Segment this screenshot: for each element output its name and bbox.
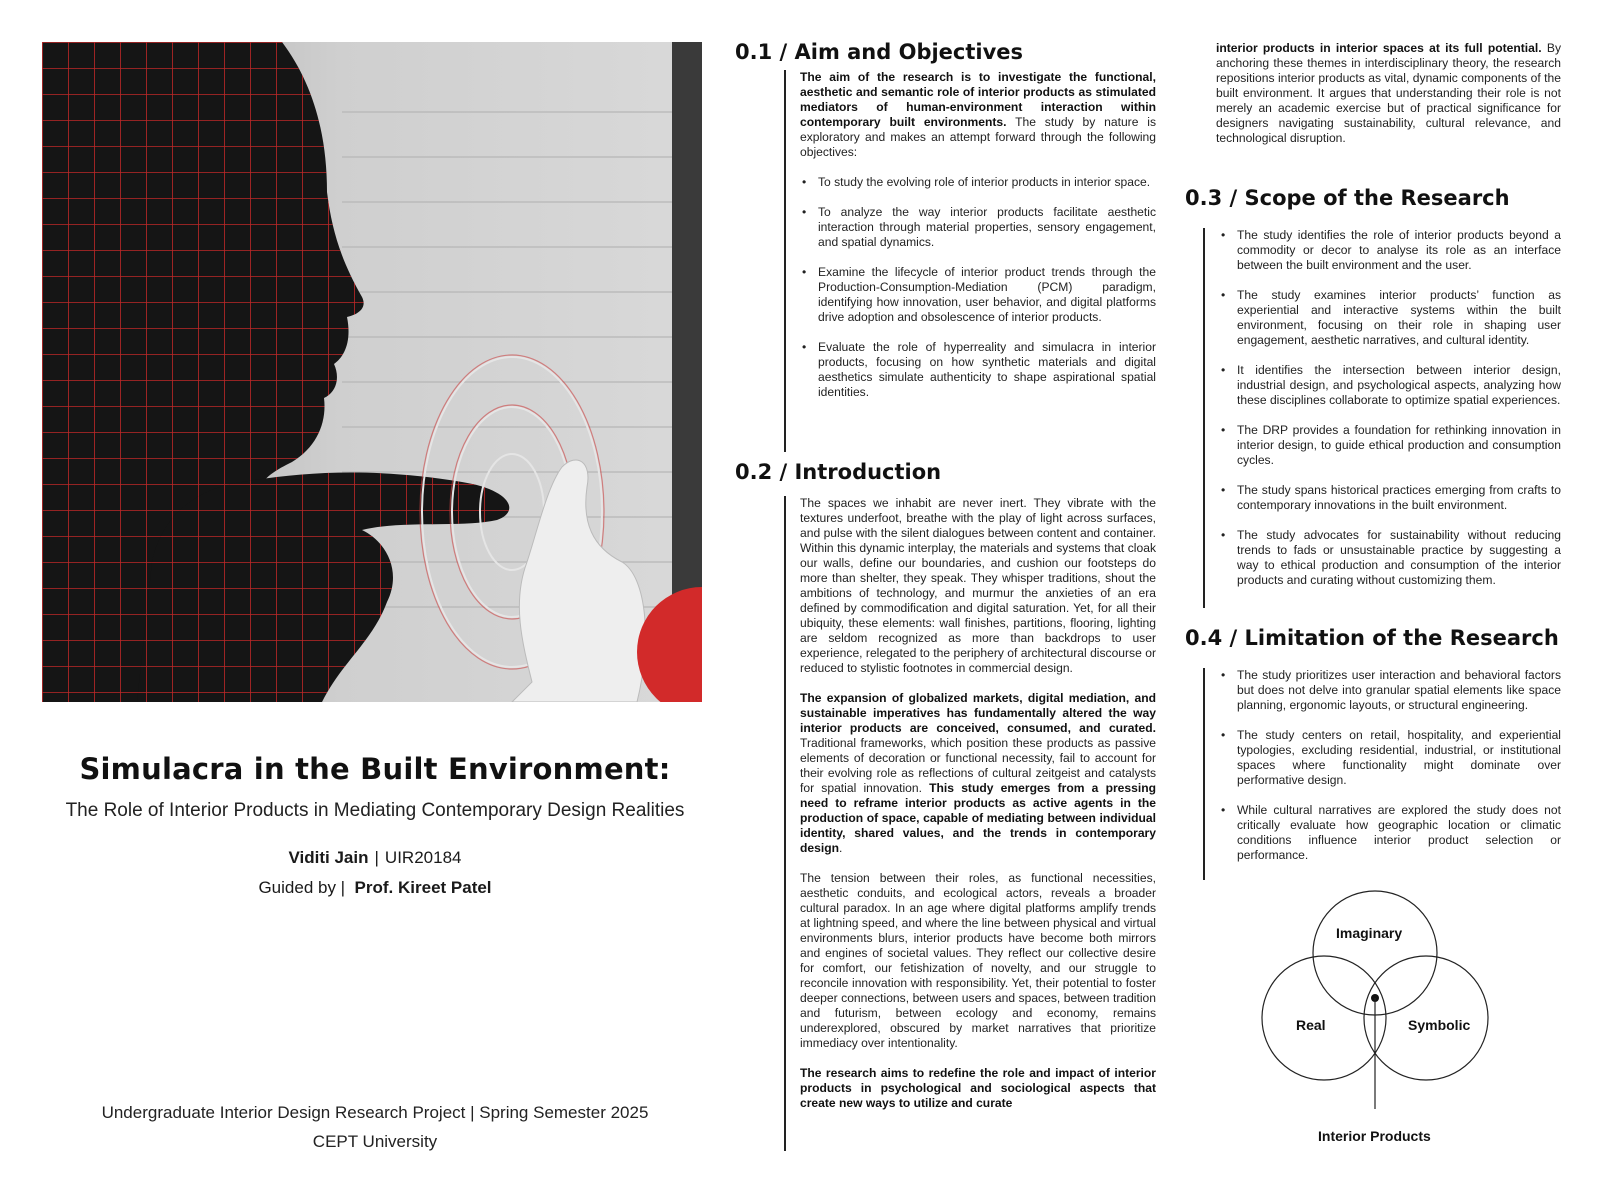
cover-illustration bbox=[42, 42, 702, 702]
program-line: Undergraduate Interior Design Research Project | Spring Semester 2025 bbox=[101, 1103, 649, 1122]
limitation-item: • The study prioritizes user interaction and behavioral factors but does not delve into granular spatial elements like space planning, ergonomic layouts, or structural engineering. bbox=[1219, 668, 1561, 713]
scope-item: • It identifies the intersection between interior design, industrial design, and psychological aspects, analyzing how these disciplines collaborate to optimize spatial experiences. bbox=[1219, 363, 1561, 408]
intro-p2-rest: Traditional frameworks, which position these products as passive elements of decoration or functional necessity, fail to account for their evolving role as reflections of cultural zeitgeist and catalysts for spatial innovation. bbox=[800, 736, 1156, 795]
guided-by-label: Guided by | bbox=[258, 878, 346, 897]
objective-item: • Examine the lifecycle of interior product trends through the Production-Consumption-Mediation (PCM) paradigm, identifying how innovation, user behavior, and digital platforms drive adoption and obsolescence of interior products. bbox=[800, 265, 1156, 325]
venn-label-imaginary: Imaginary bbox=[1336, 925, 1403, 941]
aim-intro bbox=[800, 70, 1156, 160]
venn-diagram bbox=[1250, 885, 1500, 1145]
aim-section-body bbox=[784, 70, 1156, 452]
objective-item: • To analyze the way interior products facilitate aesthetic interaction through material properties, sensory engagement, and spatial dynamics. bbox=[800, 205, 1156, 250]
limitation-item: • The study centers on retail, hospitality, and experiential typologies, excluding residential, industrial, or institutional spaces where functionality might dominate over performative design. bbox=[1219, 728, 1561, 788]
aim-statement: The aim of the research is to investigate the functional, aesthetic and semantic role of interior products as stimulated mediators of human-environment interaction within contemporary built environments. bbox=[800, 70, 1156, 129]
intro-paragraph-2 bbox=[800, 691, 1156, 856]
paper-subtitle: The Role of Interior Products in Mediating Contemporary Design Realities bbox=[65, 800, 685, 821]
limitation-item: • While cultural narratives are explored the study does not critically evaluate how geographic location or climatic conditions influence interior product selection or performance. bbox=[1219, 803, 1561, 863]
objective-item: • To study the evolving role of interior products in interior space. bbox=[800, 175, 1156, 190]
venn-label-interior-products: Interior Products bbox=[1318, 1128, 1431, 1144]
section-heading-aim: 0.1 / Aim and Objectives bbox=[735, 40, 1024, 64]
introduction-continuation bbox=[1216, 41, 1561, 146]
author-line bbox=[20, 848, 730, 868]
scope-item: • The study examines interior products’ function as experiential and interactive systems within the built environment, focusing on their role in shaping user engagement, aesthetic narratives, and cultural identity. bbox=[1219, 288, 1561, 348]
student-id: UIR20184 bbox=[384, 848, 462, 867]
intro-paragraph-4: The research aims to redefine the role and impact of interior products in psychological and sociological aspects that create new ways to utilize and curate bbox=[800, 1066, 1156, 1110]
intro-paragraph-1: The spaces we inhabit are never inert. They vibrate with the textures underfoot, breathe with the play of light across surfaces, and pulse with the silent dialogues between content and container. Within this dynamic interplay, the materials and systems that cloak our walls, define our boundaries, and cushion our footsteps do more than shelter, they speak. They whisper traditions, shout the ambitions of technology, and murmur the anxieties of an era defined by commodification and digital saturation. Yet, for all their ubiquity, these elements: wall finishes, partitions, flooring, lighting are seldom recognized as more than backdrops to user experience, relegated to the periphery of architectural discourse or reduced to stylistic footnotes in commercial design. bbox=[800, 496, 1156, 675]
objective-item: • Evaluate the role of hyperreality and simulacra in interior products, focusing on how synthetic materials and digital aesthetics simulate authenticity to shape aspirational spatial identities. bbox=[800, 340, 1156, 400]
scope-item: • The DRP provides a foundation for rethinking innovation in interior design, to guide ethical production and consumption cycles. bbox=[1219, 423, 1561, 468]
limitation-list bbox=[1219, 668, 1561, 863]
section-heading-limitation: 0.4 / Limitation of the Research bbox=[1185, 626, 1559, 650]
continuation-bold: interior products in interior spaces at its full potential. bbox=[1216, 41, 1542, 55]
intro-p2-bold: The expansion of globalized markets, digital mediation, and sustainable imperatives has fundamentally altered the way interior products are conceived, consumed, and curated. bbox=[800, 691, 1156, 735]
scope-item: • The study advocates for sustainability without reducing trends to fads or unsustainable practice by suggesting a way to ethical production and consumption of the interior products and curating without customizing them. bbox=[1219, 528, 1561, 588]
guide-name: Prof. Kireet Patel bbox=[354, 878, 492, 897]
section-heading-introduction: 0.2 / Introduction bbox=[735, 460, 942, 484]
limitation-section-body bbox=[1203, 668, 1561, 880]
introduction-section-body bbox=[784, 496, 1156, 1151]
intro-p2-end: . bbox=[838, 841, 843, 855]
scope-section-body bbox=[1203, 228, 1561, 608]
continuation-rest: By anchoring these themes in interdisciplinary theory, the research repositions interior products as vital, dynamic components of the built environment. It argues that understanding their role is not merely an academic exercise but of practical significance for designers navigating sustainability, cultural relevance, and technological disruption. bbox=[1216, 41, 1561, 145]
author-name: Viditi Jain bbox=[288, 848, 369, 867]
objectives-list bbox=[800, 175, 1156, 400]
scope-item: • The study identifies the role of interior products beyond a commodity or decor to analyse its role as an interface between the built environment and the user. bbox=[1219, 228, 1561, 273]
intro-p2-bold2: This study emerges from a pressing need to reframe interior products as active agents in the production of space, capable of mediating between individual identity, shared values, and the trends in contemporary design bbox=[800, 781, 1156, 855]
intro-paragraph-3: The tension between their roles, as functional necessities, aesthetic conduits, and ecological actors, reveals a broader cultural paradox. In an age where digital platforms amplify trends at lightning speed, and where the line between physical and virtual environments blurs, interior products have become both mirrors and engines of societal values. They reflect our collective desire for comfort, our fetishization of novelty, and our struggle to reconcile innovation with responsibility. Yet, their potential to foster deeper connections, between users and spaces, between tradition and futurism, between ecology and economy, remains underexplored, obscured by market narratives that prioritize immediacy over intentionality. bbox=[800, 871, 1156, 1050]
venn-label-real: Real bbox=[1296, 1017, 1326, 1033]
university-line: CEPT University bbox=[312, 1132, 438, 1151]
author-separator: | bbox=[374, 848, 379, 867]
section-heading-scope: 0.3 / Scope of the Research bbox=[1185, 186, 1510, 210]
aim-intro-rest: The study by nature is exploratory and makes an attempt forward through the following objectives: bbox=[800, 115, 1156, 159]
guide-line bbox=[20, 878, 730, 898]
paper-title: Simulacra in the Built Environment: bbox=[79, 752, 671, 786]
scope-item: • The study spans historical practices emerging from crafts to contemporary innovations in the built environment. bbox=[1219, 483, 1561, 513]
scope-list bbox=[1219, 228, 1561, 588]
venn-label-symbolic: Symbolic bbox=[1408, 1017, 1471, 1033]
